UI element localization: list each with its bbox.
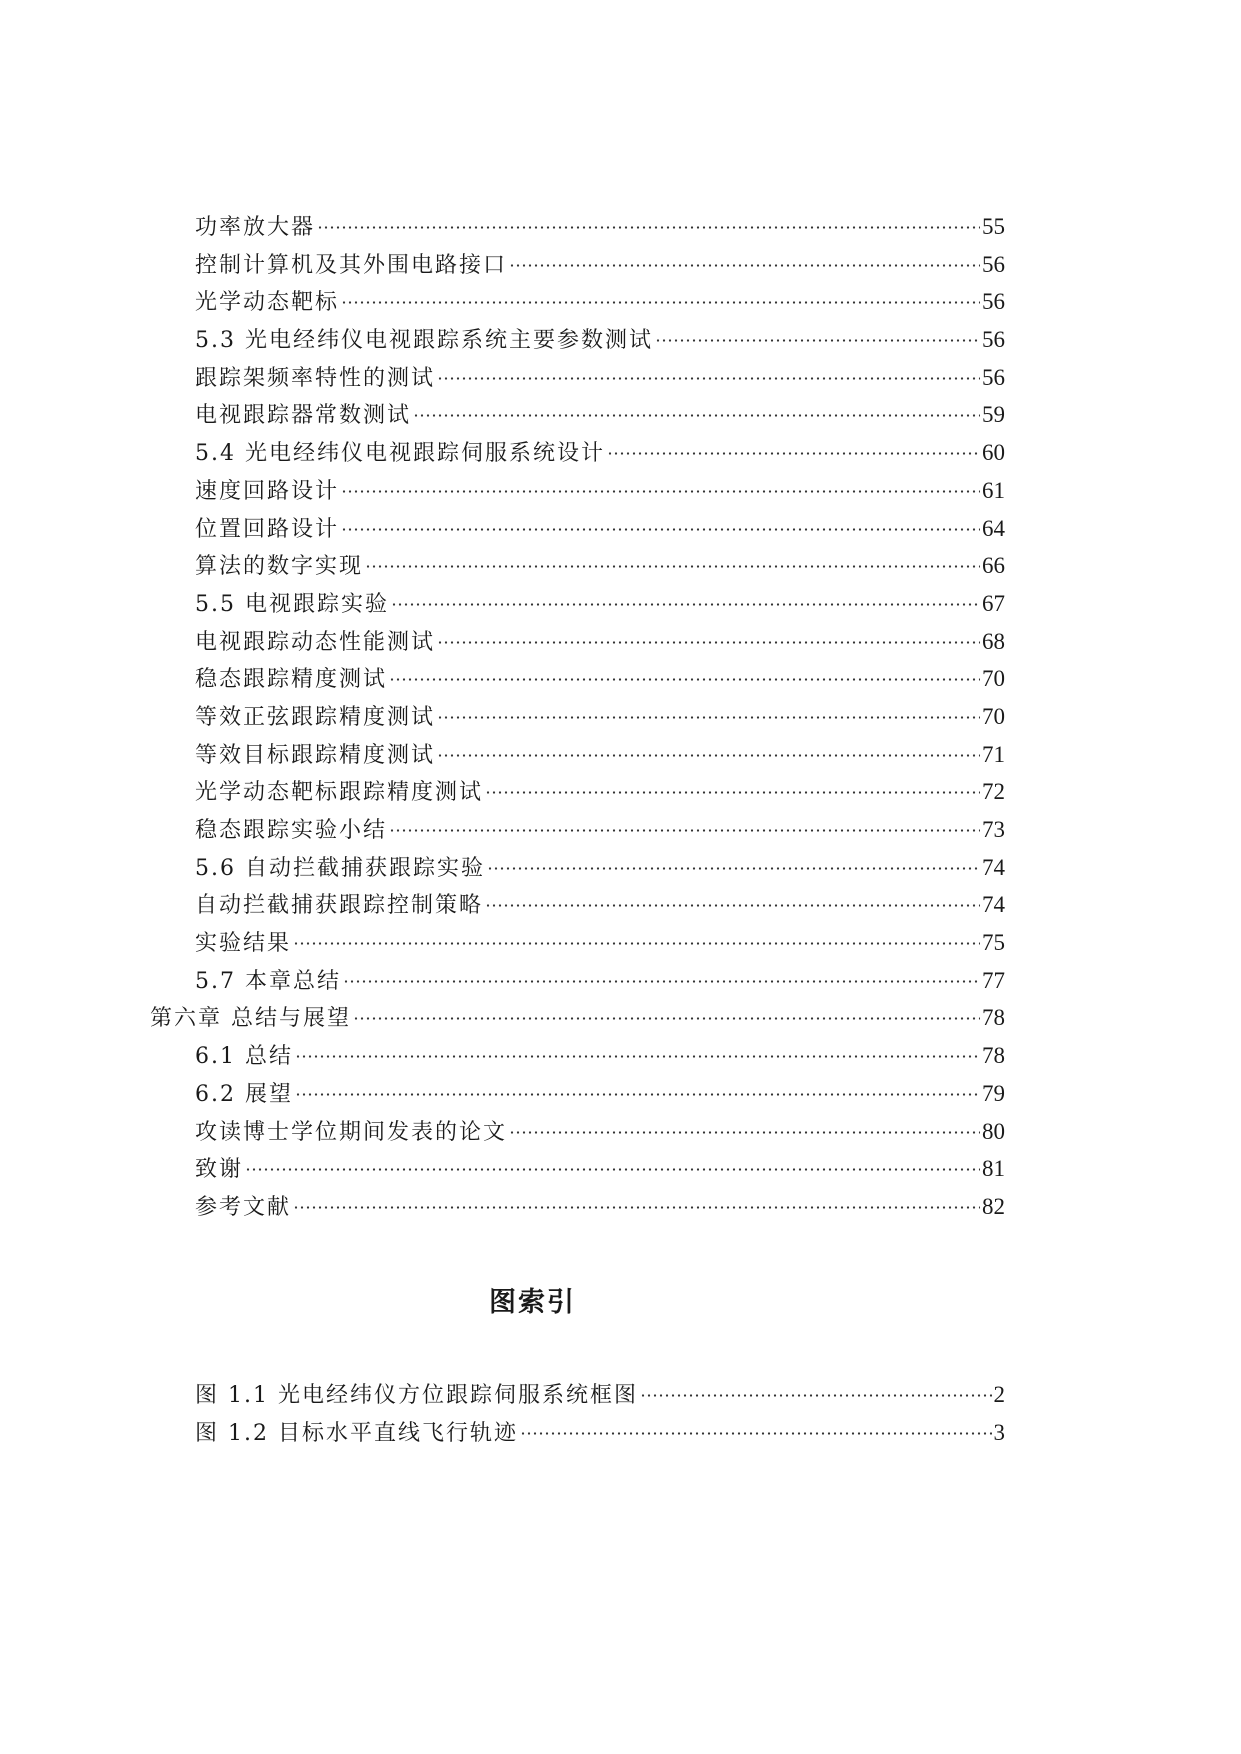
dot-leader bbox=[607, 452, 980, 455]
toc-entry-page-number: 74 bbox=[982, 892, 1005, 918]
toc-entry[interactable] bbox=[150, 1113, 1005, 1151]
dot-leader bbox=[293, 1206, 980, 1209]
toc-entry-label: 算法的数字实现 bbox=[195, 554, 364, 580]
dot-leader bbox=[389, 829, 980, 832]
toc-entry[interactable] bbox=[150, 510, 1005, 548]
toc-entry-label: 速度回路设计 bbox=[195, 478, 340, 504]
dot-leader bbox=[509, 1131, 980, 1134]
toc-entry-label: 第六章 总结与展望 bbox=[150, 1006, 351, 1032]
dot-leader bbox=[295, 1055, 980, 1058]
toc-entry-label: 5.3 光电经纬仪电视跟踪系统主要参数测试 bbox=[195, 328, 653, 354]
toc-entry-page-number: 71 bbox=[982, 741, 1005, 767]
toc-entry-label: 自动拦截捕获跟踪控制策略 bbox=[195, 893, 484, 919]
toc-entry-page-number: 66 bbox=[982, 553, 1005, 579]
toc-entry-label: 电视跟踪动态性能测试 bbox=[195, 629, 436, 655]
toc-entry-label: 等效正弦跟踪精度测试 bbox=[195, 704, 436, 730]
toc-entry-label: 功率放大器 bbox=[195, 215, 316, 240]
dot-leader bbox=[655, 339, 980, 342]
toc-entry-label: 稳态跟踪精度测试 bbox=[195, 667, 388, 693]
toc-entry-page-number: 56 bbox=[982, 251, 1005, 277]
toc-entry[interactable] bbox=[150, 208, 1005, 246]
dot-leader bbox=[437, 716, 980, 719]
figure-index-title: 图索引 bbox=[489, 1287, 576, 1318]
toc-entry[interactable] bbox=[150, 585, 1005, 623]
toc-entry-page-number: 79 bbox=[982, 1080, 1005, 1106]
figure-index-entry-page-number: 2 bbox=[993, 1382, 1005, 1407]
figure-index-entry-page-number: 3 bbox=[993, 1419, 1005, 1445]
toc-entry-page-number: 77 bbox=[982, 967, 1005, 993]
toc-entry-page-number: 68 bbox=[982, 628, 1005, 654]
toc-entry[interactable] bbox=[150, 359, 1005, 397]
figure-index-entry-label: 图 1.1 光电经纬仪方位跟踪伺服系统框图 bbox=[195, 1383, 638, 1408]
dot-leader bbox=[413, 414, 980, 417]
toc-entry[interactable] bbox=[150, 736, 1005, 774]
toc-entry-page-number: 70 bbox=[982, 666, 1005, 692]
toc-entry-label: 5.4 光电经纬仪电视跟踪伺服系统设计 bbox=[195, 441, 605, 467]
toc-entry[interactable] bbox=[150, 773, 1005, 811]
toc-entry-label: 5.5 电视跟踪实验 bbox=[195, 591, 389, 617]
dot-leader bbox=[245, 1168, 980, 1171]
toc-entry-page-number: 59 bbox=[982, 402, 1005, 428]
dot-leader bbox=[487, 867, 980, 870]
toc-entry[interactable] bbox=[150, 623, 1005, 661]
dot-leader bbox=[509, 264, 980, 267]
figure-index-entry-label: 图 1.2 目标水平直线飞行轨迹 bbox=[195, 1420, 518, 1446]
dot-leader bbox=[295, 1093, 980, 1096]
toc-entry-page-number: 74 bbox=[982, 854, 1005, 880]
toc-entry-label: 位置回路设计 bbox=[195, 516, 340, 542]
dot-leader bbox=[640, 1394, 992, 1397]
figure-index-entry[interactable] bbox=[195, 1414, 1005, 1452]
toc-entry[interactable] bbox=[150, 924, 1005, 962]
toc-entry-page-number: 64 bbox=[982, 515, 1005, 541]
toc-entry[interactable] bbox=[150, 283, 1005, 321]
dot-leader bbox=[341, 528, 980, 531]
toc-entry[interactable] bbox=[150, 321, 1005, 359]
toc-entry[interactable] bbox=[150, 396, 1005, 434]
toc-entry[interactable] bbox=[150, 547, 1005, 585]
toc-entry-label: 5.6 自动拦截捕获跟踪实验 bbox=[195, 855, 485, 881]
toc-entry-label: 5.7 本章总结 bbox=[195, 968, 341, 994]
toc-entry-label: 攻读博士学位期间发表的论文 bbox=[195, 1119, 508, 1145]
toc-entry-label: 稳态跟踪实验小结 bbox=[195, 818, 388, 843]
dot-leader bbox=[389, 678, 980, 681]
toc-entry-page-number: 56 bbox=[982, 289, 1005, 315]
toc-entry-page-number: 75 bbox=[982, 930, 1005, 956]
toc-entry[interactable] bbox=[150, 246, 1005, 284]
dot-leader bbox=[485, 791, 980, 794]
toc-entry[interactable] bbox=[150, 1150, 1005, 1188]
toc-entry[interactable] bbox=[150, 1075, 1005, 1113]
toc-entry[interactable] bbox=[150, 999, 1005, 1037]
toc-entry-label: 6.2 展望 bbox=[195, 1081, 293, 1107]
toc-entry[interactable] bbox=[150, 1037, 1005, 1075]
toc-entry[interactable] bbox=[150, 660, 1005, 698]
table-of-contents bbox=[150, 208, 1005, 1226]
toc-entry-page-number: 67 bbox=[982, 590, 1005, 616]
dot-leader bbox=[341, 301, 980, 304]
toc-entry[interactable] bbox=[150, 1188, 1005, 1226]
toc-entry-label: 实验结果 bbox=[195, 931, 292, 957]
toc-entry-label: 致谢 bbox=[195, 1157, 244, 1183]
figure-index-list bbox=[195, 1376, 1005, 1451]
toc-entry[interactable] bbox=[150, 434, 1005, 472]
dot-leader bbox=[365, 565, 980, 568]
dot-leader bbox=[437, 377, 980, 380]
toc-entry-label: 光学动态靶标跟踪精度测试 bbox=[195, 780, 484, 806]
dot-leader bbox=[520, 1432, 992, 1435]
toc-entry[interactable] bbox=[150, 886, 1005, 924]
toc-entry-label: 参考文献 bbox=[195, 1194, 292, 1220]
toc-entry-page-number: 80 bbox=[982, 1118, 1005, 1144]
toc-entry-label: 跟踪架频率特性的测试 bbox=[195, 365, 436, 391]
toc-entry-page-number: 72 bbox=[982, 779, 1005, 805]
toc-entry-page-number: 61 bbox=[982, 477, 1005, 503]
dot-leader bbox=[437, 754, 980, 757]
dot-leader bbox=[485, 904, 980, 907]
dot-leader bbox=[391, 603, 980, 606]
figure-index-entry[interactable] bbox=[195, 1376, 1005, 1414]
toc-entry-label: 等效目标跟踪精度测试 bbox=[195, 742, 436, 768]
toc-entry-page-number: 82 bbox=[982, 1193, 1005, 1219]
dot-leader bbox=[437, 641, 980, 644]
toc-entry-page-number: 60 bbox=[982, 440, 1005, 466]
dot-leader bbox=[341, 490, 980, 493]
toc-entry[interactable] bbox=[150, 698, 1005, 736]
toc-entry-page-number: 55 bbox=[982, 214, 1005, 239]
toc-entry[interactable] bbox=[150, 811, 1005, 849]
toc-entry-label: 控制计算机及其外围电路接口 bbox=[195, 252, 508, 278]
dot-leader bbox=[353, 1017, 980, 1020]
toc-entry[interactable] bbox=[150, 849, 1005, 887]
dot-leader bbox=[317, 226, 980, 229]
toc-entry[interactable] bbox=[150, 962, 1005, 1000]
toc-entry-page-number: 81 bbox=[982, 1156, 1005, 1182]
toc-entry-page-number: 78 bbox=[982, 1043, 1005, 1069]
dot-leader bbox=[293, 942, 980, 945]
toc-entry-label: 6.1 总结 bbox=[195, 1044, 293, 1070]
toc-entry[interactable] bbox=[150, 472, 1005, 510]
toc-entry-page-number: 56 bbox=[982, 327, 1005, 353]
dot-leader bbox=[343, 980, 980, 983]
toc-entry-page-number: 73 bbox=[982, 817, 1005, 842]
toc-entry-page-number: 78 bbox=[982, 1005, 1005, 1031]
toc-entry-label: 电视跟踪器常数测试 bbox=[195, 403, 412, 429]
toc-entry-page-number: 70 bbox=[982, 703, 1005, 729]
toc-entry-page-number: 56 bbox=[982, 364, 1005, 390]
toc-entry-label: 光学动态靶标 bbox=[195, 290, 340, 316]
